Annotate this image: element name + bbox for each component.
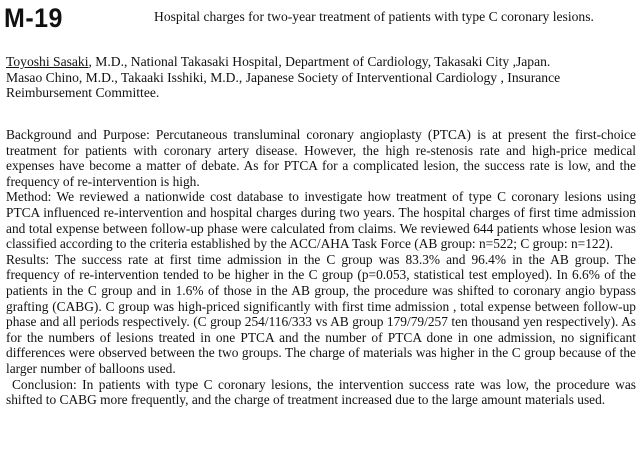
method-paragraph: Method: We reviewed a nationwide cost database to investigate how treatment of type C coronary lesions using PTCA influenced re-intervention and hospital charges during two years. The hospital charges of first time admission and total expense between follow-up phase were calculated from claims. We reviewed 644 patients whose lesion was classified according to the criteria established by the ACC/AHA Task Force (AB group: n=522; C group: n=122). [6,189,636,252]
author-line-2: Masao Chino, M.D., Takaaki Isshiki, M.D., Japanese Society of Interventional Cardiology , Insurance Reimbursement Committee. [6,69,561,100]
first-author-affiliation: , M.D., National Takasaki Hospital, Department of Cardiology, Takasaki City ,Japan. [88,54,551,69]
abstract-id: M-19 [4,3,63,34]
background-paragraph: Background and Purpose: Percutaneous transluminal coronary angioplasty (PTCA) is at present the first-choice treatment for patients with coronary artery disease. However, the high re-stenosis rate and high-price medical expenses have become a matter of debate. As for PTCA for a complicated lesion, the success rate is low, and the frequency of re-intervention is high. [6,127,636,189]
first-author-name: Toyoshi Sasaki [6,54,89,69]
author-line-1 [6,54,636,70]
conclusion-paragraph: Conclusion: In patients with type C coronary lesions, the intervention success rate was low, the procedure was shifted to CABG more frequently, and the charge of treatment increased due to the large amount materials used. [6,376,636,408]
abstract-title: Hospital charges for two-year treatment of patients with type C coronary lesions. [154,9,594,24]
abstract-body [6,127,636,408]
results-paragraph: Results: The success rate at first time admission in the C group was 83.3% and 96.4% in the AB group. The frequency of re-intervention tended to be higher in the C group (p=0.053, statistical test employed). In 6.6% of the patients in the C group and in 1.6% of those in the AB group, the procedure was shifted to coronary angio bypass grafting (CABG). C group was high-priced significantly with first time admission , total expense between follow-up phase and all periods respectively. (C group 254/116/333 vs AB group 179/79/257 ten thousand yen respectively). As for the numbers of lesions treated in one PTCA and the number of PTCA done in one admission, no significant differences were observed between the two groups. The charge of materials was higher in the C group because of the larger number of balloons used. [6,251,636,376]
author-block [6,54,636,101]
